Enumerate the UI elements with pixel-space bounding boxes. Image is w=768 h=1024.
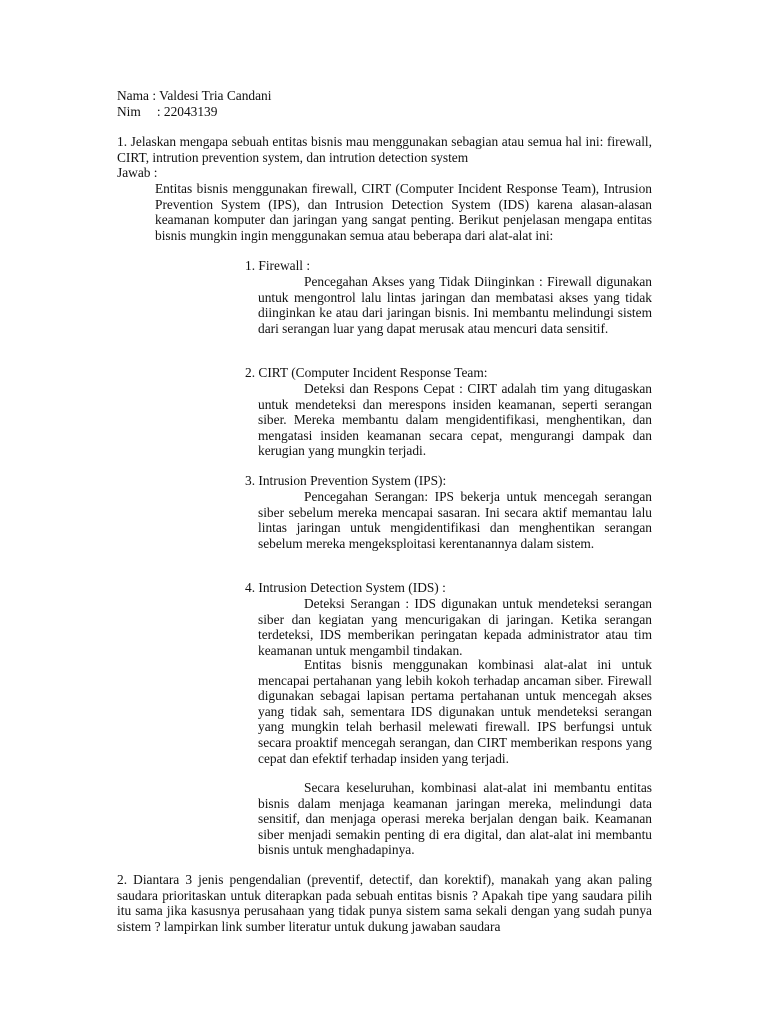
section-title-ips: 3. Intrusion Prevention System (IPS): <box>245 473 447 488</box>
answer-intro: Entitas bisnis menggunakan firewall, CIRT (Computer Incident Response Team), Intrusion Prevention System (IPS), dan Intrusion Detection System (IDS) karena alasan-alasan keamanan komputer dan jaringan yang sangat penting. Berikut penjelasan mengapa entitas bisnis mungkin ingin menggunakan semua atau beberapa dari alat-alat ini: <box>155 181 652 243</box>
nim-value: : 22043139 <box>156 104 218 119</box>
student-nim <box>117 104 217 120</box>
student-name: Nama : Valdesi Tria Candani <box>117 88 272 103</box>
section-body-firewall: Pencegahan Akses yang Tidak Diinginkan : Firewall digunakan untuk mengontrol lalu lintas jaringan dan membatasi akses yang tidak diinginkan ke atau dari jaringan bisnis. Ini membantu melindungi sistem dari serangan luar yang dapat merusak atau mencuri data sensitif. <box>258 274 652 336</box>
section-title-ids: 4. Intrusion Detection System (IDS) : <box>245 580 446 595</box>
conclusion-paragraph-1: Entitas bisnis menggunakan kombinasi alat-alat ini untuk mencapai pertahanan yang lebih kokoh terhadap ancaman siber. Firewall digunakan sebagai lapisan pertama pertahanan untuk mencegah akses yang tidak sah, sementara IDS digunakan untuk mendeteksi serangan yang mungkin telah berhasil melewati firewall. IPS berfungsi untuk secara proaktif mencegah serangan, dan CIRT memberikan respons yang cepat dan efektif terhadap insiden yang terjadi. <box>258 657 652 766</box>
nim-label: Nim <box>117 104 141 119</box>
section-title-cirt: 2. CIRT (Computer Incident Response Team: <box>245 365 488 380</box>
conclusion-paragraph-2: Secara keseluruhan, kombinasi alat-alat ini membantu entitas bisnis dalam menjaga keamanan jaringan mereka, melindungi data sensitif, dan menjaga operasi mereka berjalan dengan baik. Keamanan siber menjadi semakin penting di era digital, dan alat-alat ini membantu bisnis untuk menghadapinya. <box>258 780 652 858</box>
question-2: 2. Diantara 3 jenis pengendalian (preventif, detectif, dan korektif), manakah yang akan paling saudara prioritaskan untuk diterapkan pada sebuah entitas bisnis ? Apakah tipe yang saudara pilih itu sama jika kasusnya perusahaan yang tidak punya sistem sama sekali dengan yang sudah punya sistem ? lampirkan link sumber literatur untuk dukung jawaban saudara <box>117 872 652 934</box>
section-body-ids: Deteksi Serangan : IDS digunakan untuk mendeteksi serangan siber dan kegiatan yang mencurigakan di jaringan. Ketika serangan terdeteksi, IDS memberikan peringatan kepada administrator atau tim keamanan untuk mengambil tindakan. <box>258 596 652 658</box>
section-title-firewall: 1. Firewall : <box>245 258 311 273</box>
question-1: 1. Jelaskan mengapa sebuah entitas bisnis mau menggunakan sebagian atau semua hal ini: firewall, CIRT, intrution prevention system, dan intrution detection system <box>117 134 652 165</box>
section-body-ips: Pencegahan Serangan: IPS bekerja untuk mencegah serangan siber sebelum mereka mencapai sasaran. Ini secara aktif memantau lalu lintas jaringan untuk mengidentifikasi dan menghentikan serangan sebelum mereka mengeksploitasi kerentanannya dalam sistem. <box>258 489 652 551</box>
section-body-cirt: Deteksi dan Respons Cepat : CIRT adalah tim yang ditugaskan untuk mendeteksi dan merespons insiden keamanan, seperti serangan siber. Mereka membantu dalam mengidentifikasi, menghentikan, dan mengatasi insiden keamanan secara cepat, mengurangi dampak dan kerugian yang mungkin terjadi. <box>258 381 652 459</box>
answer-label: Jawab : <box>117 165 158 180</box>
